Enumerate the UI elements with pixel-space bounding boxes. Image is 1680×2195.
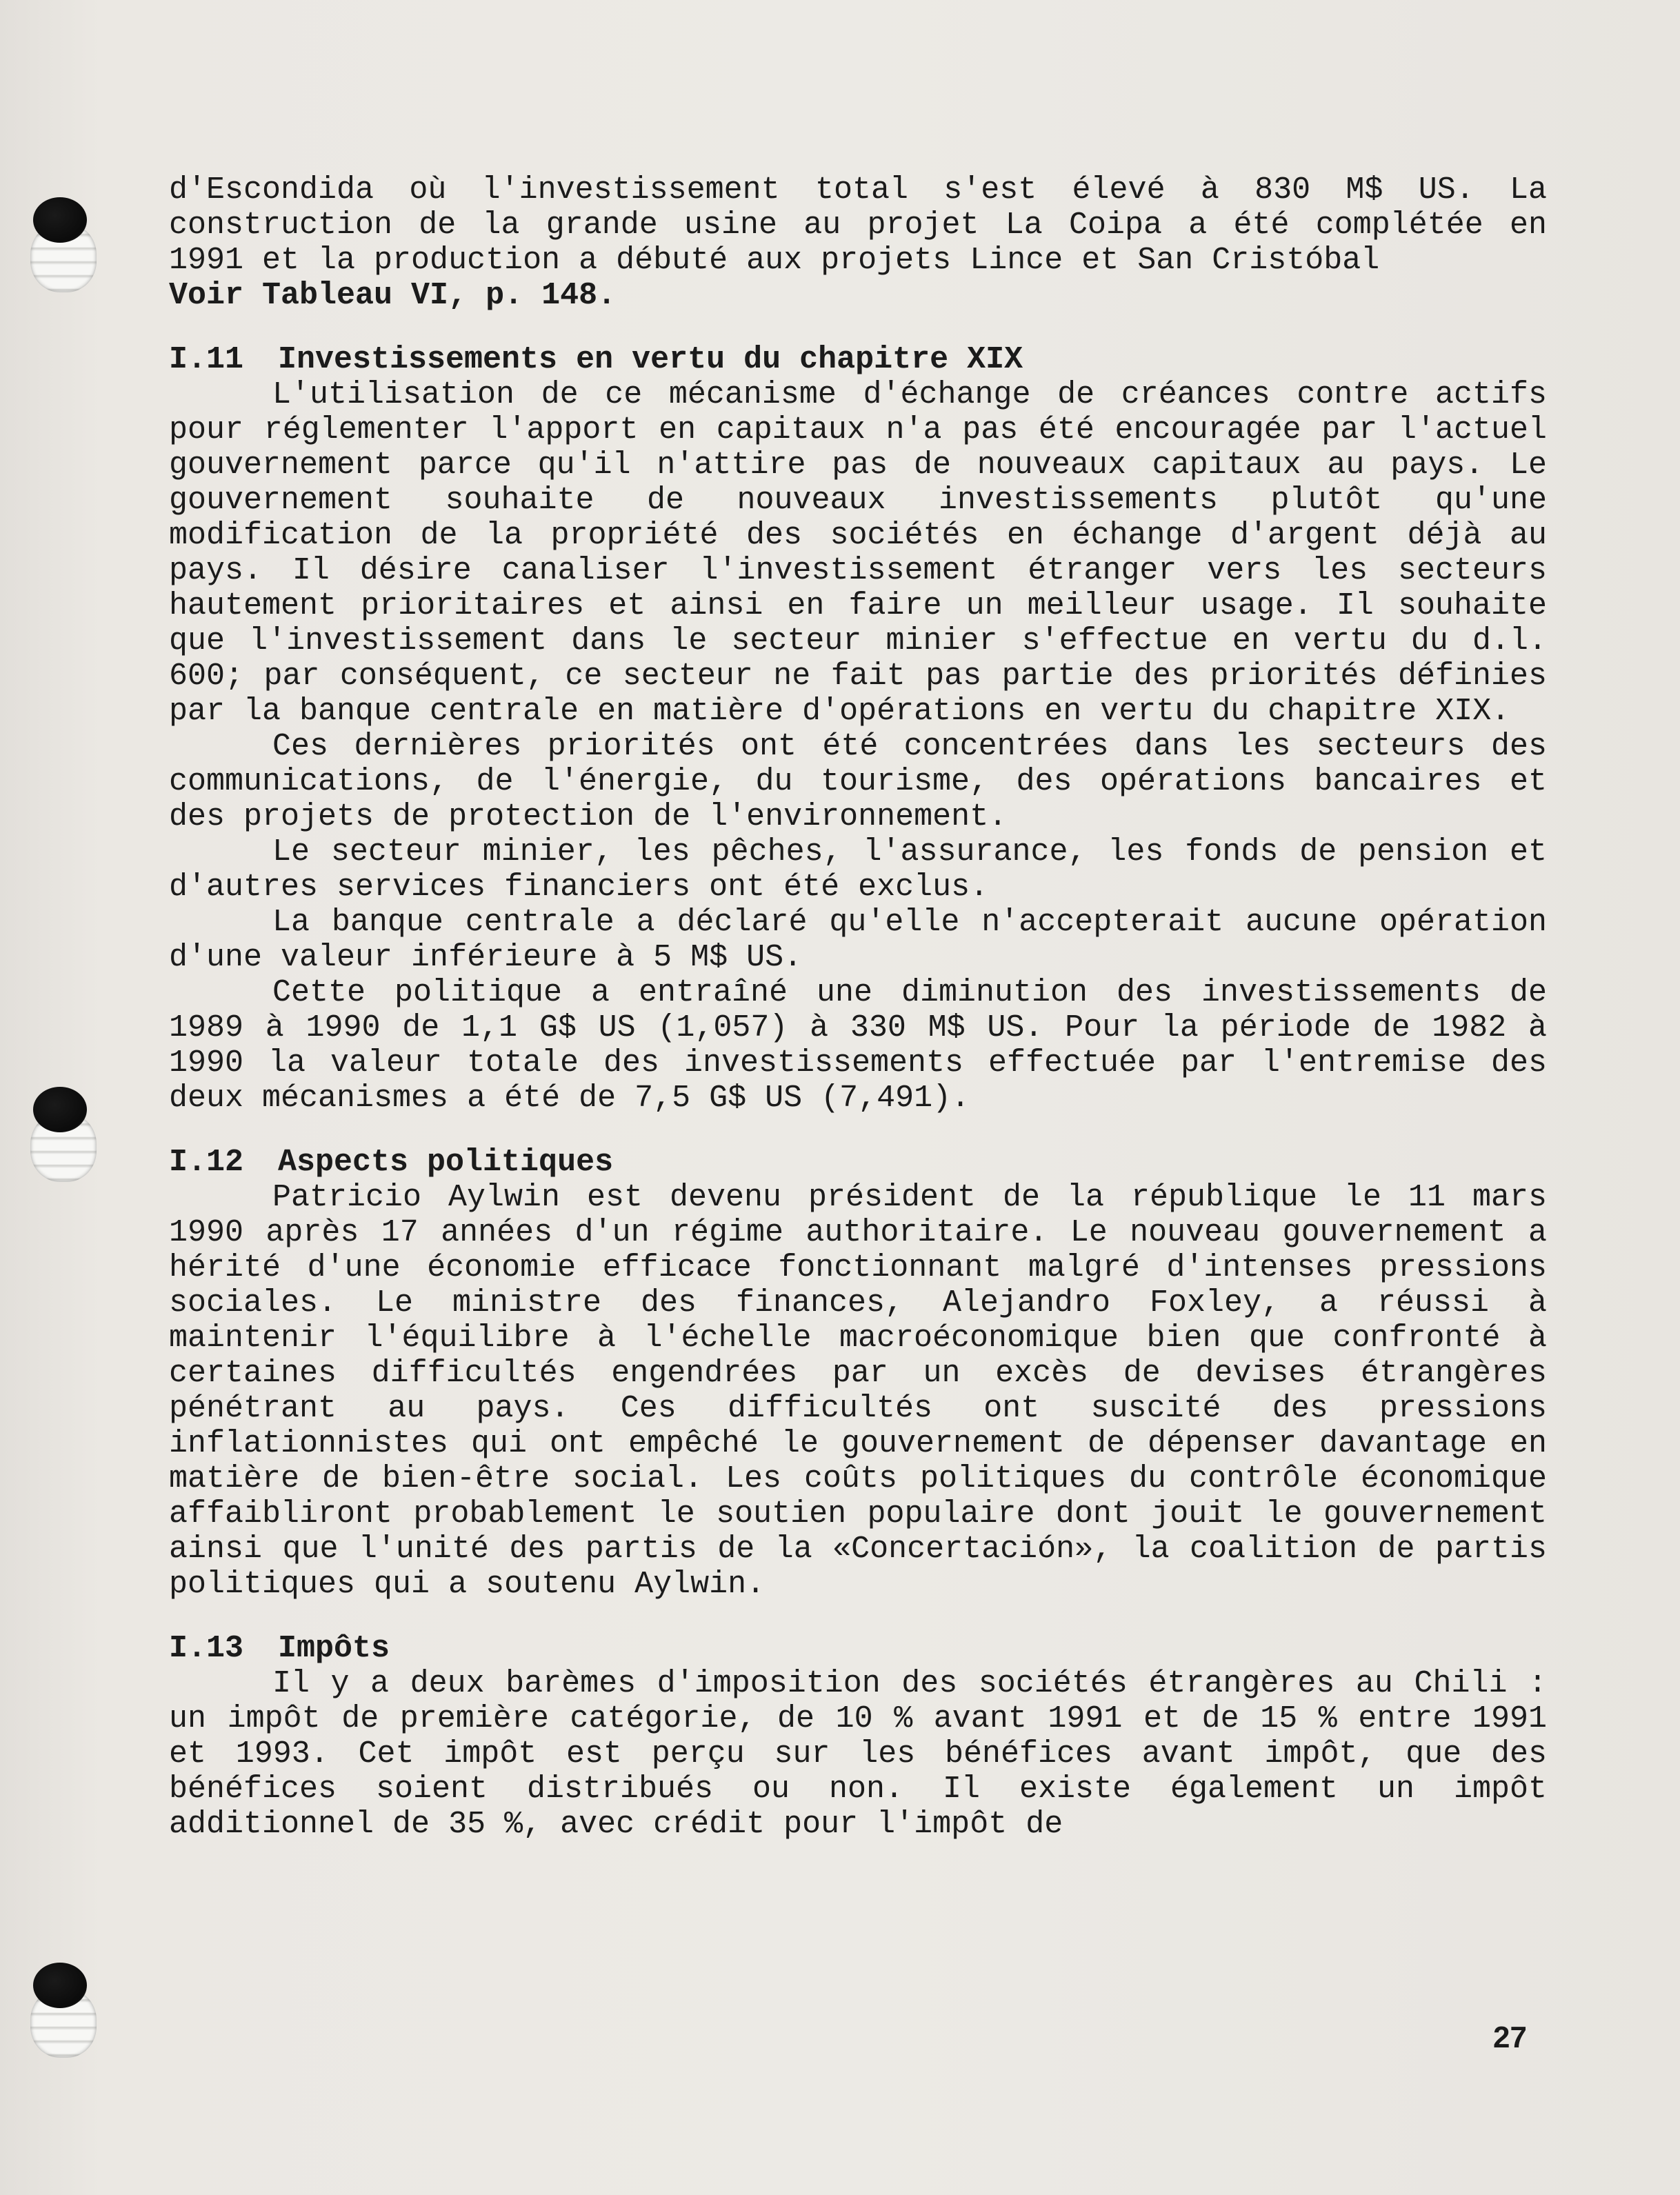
paragraph: Il y a deux barèmes d'imposition des sociétés étrangères au Chili : un impôt de première catégorie, de 10 % avant 1991 et de 15 % entre 1991 et 1993. Cet impôt est perçu sur les bénéfices avant impôt, que des bénéfices soient distribués ou non. Il existe également un impôt additionnel de 35 %, avec crédit pour l'impôt de [169, 1666, 1547, 1842]
section-investissements [169, 342, 1547, 1116]
section-title: Impôts [278, 1631, 390, 1666]
section-title: Aspects politiques [278, 1145, 614, 1180]
page-number: 27 [1493, 2021, 1527, 2054]
hole-shadow [33, 1087, 87, 1132]
binder-hole [28, 1083, 103, 1186]
binder-hole [28, 193, 103, 297]
hole-shadow [33, 1963, 87, 2008]
section-aspects-politiques [169, 1145, 1547, 1602]
table-reference: Voir Tableau VI, p. 148. [169, 278, 617, 313]
paragraph: L'utilisation de ce mécanisme d'échange de créances contre actifs pour réglementer l'apport en capitaux n'a pas été encouragée par l'actuel gouvernement parce qu'il n'attire pas de nouveaux capitaux au pays. Le gouvernement souhaite de nouveaux investissements plutôt qu'une modification de la propriété des sociétés en échange d'argent déjà au pays. Il désire canaliser l'investissement étranger vers les secteurs hautement prioritaires et ainsi en faire un meilleur usage. Il souhaite que l'investissement dans le secteur minier s'effectue en vertu du d.l. 600; par conséquent, ce secteur ne fait pas partie des priorités définies par la banque centrale en matière d'opérations en vertu du chapitre XIX. [169, 377, 1547, 729]
paragraph: Ces dernières priorités ont été concentrées dans les secteurs des communications, de l'énergie, du tourisme, des opérations bancaires et des projets de protection de l'environnement. [169, 729, 1547, 834]
section-heading [169, 342, 1547, 377]
binder-hole [28, 1958, 103, 2062]
section-heading [169, 1145, 1547, 1180]
hole-shadow [33, 197, 87, 243]
section-title: Investissements en vertu du chapitre XIX [278, 342, 1023, 377]
paragraph: La banque centrale a déclaré qu'elle n'accepterait aucune opération d'une valeur inférieure à 5 M$ US. [169, 905, 1547, 975]
paragraph: Cette politique a entraîné une diminution des investissements de 1989 à 1990 de 1,1 G$ US (1,057) à 330 M$ US. Pour la période de 1982 à 1990 la valeur totale des investissements effectuée par l'entremise des deux mécanismes a été de 7,5 G$ US (7,491). [169, 975, 1547, 1116]
intro-paragraph: d'Escondida où l'investissement total s'est élevé à 830 M$ US. La construction de la grande usine au projet La Coipa a été complétée en 1991 et la production a débuté aux projets Lince et San Cristóbal [169, 172, 1547, 278]
section-impots [169, 1631, 1547, 1842]
section-heading [169, 1631, 1547, 1666]
section-number: I.12 [169, 1145, 244, 1180]
section-number: I.13 [169, 1631, 244, 1666]
section-number: I.11 [169, 342, 244, 377]
paragraph: Patricio Aylwin est devenu président de la république le 11 mars 1990 après 17 années d'un régime authoritaire. Le nouveau gouvernement a hérité d'une économie efficace fonctionnant malgré d'intenses pressions sociales. Le ministre des finances, Alejandro Foxley, a réussi à maintenir l'équilibre à l'échelle macroéconomique bien que confronté à certaines difficultés engendrées par un excès de devises étrangères pénétrant au pays. Ces difficultés ont suscité des pressions inflationnistes qui ont empêché le gouvernement de dépenser davantage en matière de bien-être social. Les coûts politiques du contrôle économique affaibliront probablement le soutien populaire dont jouit le gouvernement ainsi que l'unité des partis de la «Concertación», la coalition de partis politiques qui a soutenu Aylwin. [169, 1180, 1547, 1602]
paragraph: Le secteur minier, les pêches, l'assurance, les fonds de pension et d'autres services financiers ont été exclus. [169, 834, 1547, 905]
page-body [169, 172, 1547, 1842]
